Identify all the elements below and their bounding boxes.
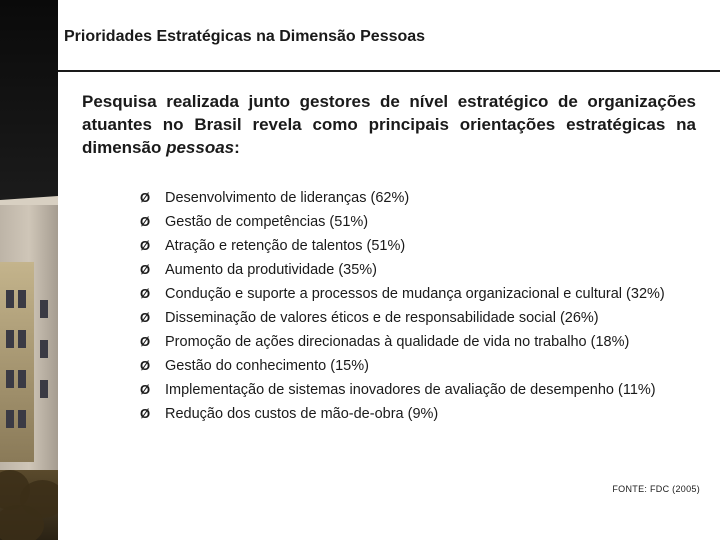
priority-text: Gestão de competências (51%): [165, 214, 369, 230]
list-item: [140, 380, 700, 400]
arrowhead-right-icon: Ø: [140, 334, 151, 349]
priority-text: Aumento da produtividade (35%): [165, 262, 377, 278]
list-item: [140, 188, 700, 208]
priority-text: Promoção de ações direcionadas à qualidade de vida no trabalho (18%): [165, 334, 630, 350]
arrowhead-right-icon: Ø: [140, 406, 151, 421]
arrowhead-right-icon: Ø: [140, 358, 151, 373]
intro-emphasis: pessoas: [166, 138, 235, 157]
arrowhead-right-icon: Ø: [140, 286, 151, 301]
list-item: [140, 212, 700, 232]
list-item: [140, 284, 700, 304]
list-item: [140, 308, 700, 328]
priority-text: Implementação de sistemas inovadores de avaliação de desempenho (11%): [165, 382, 656, 398]
intro-paragraph: [82, 90, 696, 159]
arrowhead-right-icon: Ø: [140, 262, 151, 277]
slide-title: Prioridades Estratégicas na Dimensão Pessoas: [64, 28, 426, 45]
source-citation: FONTE: FDC (2005): [612, 484, 700, 494]
intro-colon: :: [234, 138, 240, 157]
list-item: [140, 236, 700, 256]
arrowhead-right-icon: Ø: [140, 382, 151, 397]
building-photo: [0, 0, 58, 540]
arrowhead-right-icon: Ø: [140, 238, 151, 253]
priority-text: Redução dos custos de mão-de-obra (9%): [165, 406, 439, 422]
list-item: [140, 260, 700, 280]
arrowhead-right-icon: Ø: [140, 190, 151, 205]
list-item: [140, 356, 700, 376]
priority-text: Disseminação de valores éticos e de responsabilidade social (26%): [165, 310, 599, 326]
arrowhead-right-icon: Ø: [140, 214, 151, 229]
priority-text: Atração e retenção de talentos (51%): [165, 238, 406, 254]
arrowhead-right-icon: Ø: [140, 310, 151, 325]
priority-text: Condução e suporte a processos de mudança organizacional e cultural (32%): [165, 286, 665, 302]
list-item: [140, 404, 700, 424]
priority-text: Gestão do conhecimento (15%): [165, 358, 369, 374]
list-item: [140, 332, 700, 352]
priority-list: [140, 188, 700, 428]
intro-text: Pesquisa realizada junto gestores de nível estratégico de organizações atuantes no Brasil revela como principais orientações estratégicas na dimensão: [82, 92, 696, 157]
priority-text: Desenvolvimento de lideranças (62%): [165, 190, 410, 206]
